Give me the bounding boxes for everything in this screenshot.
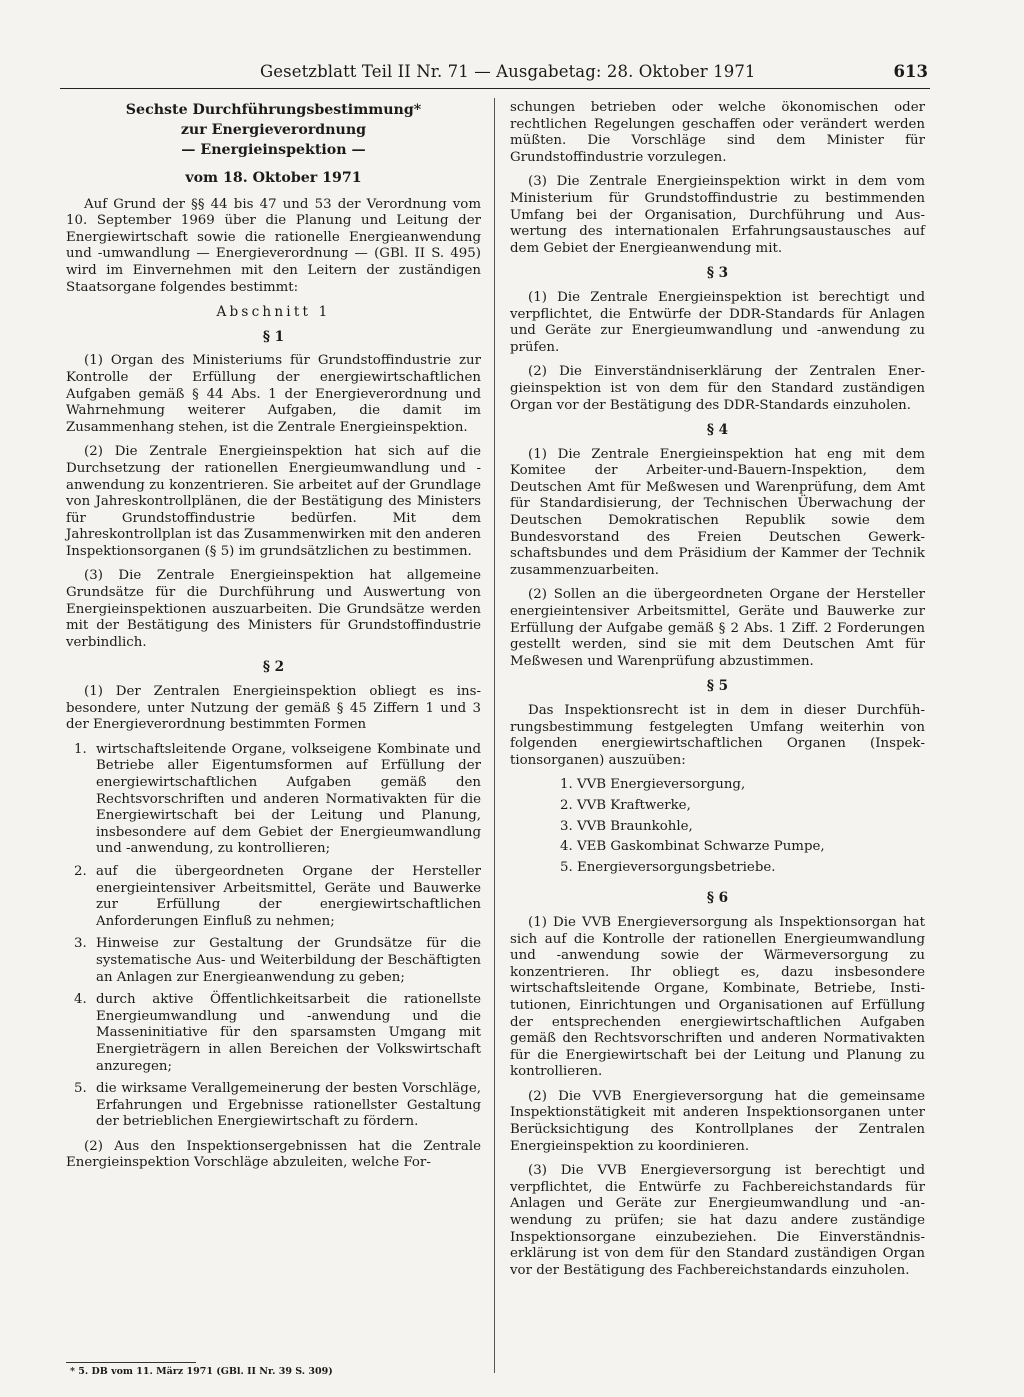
duties-list (66, 742, 481, 1131)
paragraph-2-2-continued: schungen betrieben oder welche ökonomischen oder rechtlichen Regelungen geschaffen oder verändert werden müßten. Die Vorschläge sind dem Minister für Grundstoffindustrie vorzulegen. (510, 100, 925, 165)
list-item: 1. VVB Energieversorgung, (560, 777, 746, 793)
paragraph-6-1: (1) Die VVB Energieversorgung als Inspektionsorgan hat sich auf die Kontrolle der rationellen Energieumwandlung und -anwendung sowie der Wärmeversorgung zu konzentrieren. Ihr obliegt es, dazu insbesondere wirtschaftsleitende Organe, Kombinate, Betriebe, Institutionen, Einrichtungen und Organisationen auf Erfüllung der entsprechenden energiewirtschaftlichen Aufgaben gemäß den Rechtsvorschriften und anderen Normativakten für die Energiewirtschaft bei der Leitung und Planung zu kontrollieren. (510, 914, 925, 1080)
paragraph-3-1: (1) Die Zentrale Energieinspektion ist berechtigt und verpflichtet, die Entwürfe der DDR-Standards für Anlagen und Geräte zur Energieumwandlung und -anwendung zu prüfen. (510, 289, 925, 355)
section-heading-2: § 2 (262, 659, 285, 676)
list-item: 4. VEB Gaskombinat Schwarze Pumpe, (560, 839, 825, 855)
list-item: 3. Hinweise zur Gestaltung der Grundsätze für die systematische Aus- und Weiterbildung der Beschäftigten an Anlagen zur Energieanwendung zu geben; (74, 936, 481, 985)
paragraph-6-2: (2) Die VVB Energieversorgung hat die gemeinsame Inspektionstätigkeit mit anderen Inspektionsorganen unter Berücksichtigung des Kontrollplanes der Zentralen Energieinspektion zu koordinieren. (510, 1088, 925, 1154)
list-item: 2. auf die übergeordneten Organe der Hersteller energieintensiver Arbeitsmittel, Geräte und Bauwerke zur Erfüllung der energiewirtschaftlichen Anforderungen Einfluß zu nehmen; (74, 863, 481, 929)
header-title: Gesetzblatt Teil II Nr. 71 — Ausgabetag: 28. Oktober 1971 (260, 62, 756, 81)
document-date: vom 18. Oktober 1971 (185, 170, 362, 186)
page-number: 613 (893, 62, 928, 81)
paragraph-4-2: (2) Sollen an die übergeordneten Organe der Hersteller energieintensiver Arbeitsmittel, Geräte und Bauwerke zur Erfüllung der Aufgabe gemäß § 2 Abs. 1 Ziff. 2 Forderungen gestellt werden, sind sie mit dem Deutschen Amt für Meßwesen und Warenprüfung abzustimmen. (510, 587, 925, 669)
section-heading-5: § 5 (706, 678, 729, 695)
preamble: Auf Grund der §§ 44 bis 47 und 53 der Verordnung vom 10. September 1969 über die Planung und Leitung der Energiewirtschaft sowie die rationelle Energieanwendung und -umwandlung — Energieverordnung — (GBl. II S. 495) wird im Einvernehmen mit den Leitern der zuständigen Staatsorgane folgendes bestimmt: (66, 196, 481, 295)
document-topic: — Energieinspektion — (181, 142, 366, 158)
paragraph-1-2: (2) Die Zentrale Energieinspektion hat sich auf die Durchsetzung der rationellen Energieumwandlung und -anwendung zu konzentrieren. Sie arbeitet auf der Grundlage von Jahreskontrollplänen, die der Bestätigung des Ministers für Grundstoffindustrie bedürfen. Mit dem Jahreskontrollplan ist das Zusammenwirken mit den anderen Inspektionsorganen (§ 5) im grundsätzlichen zu bestimmen. (66, 444, 481, 559)
paragraph-2-1: (1) Der Zentralen Energieinspektion obliegt es insbesondere, unter Nutzung der gemäß § 45 Ziffern 1 und 3 der Energieverordnung bestimmten Formen (66, 684, 481, 733)
section-heading-abschnitt-1: Abschnitt 1 (216, 304, 331, 321)
list-item: 4. durch aktive Öffentlichkeitsarbeit die rationellste Energieumwandlung und -anwendung und die Masseninitiative für den sparsamsten Umgang mit Energieträgern in allen Bereichen der Volkswirtschaft anzuregen; (74, 992, 481, 1074)
paragraph-3-2: (2) Die Einverständniserklärung der Zentralen Energieinspektion ist von dem für den Standard zuständigen Organ vor der Bestätigung des DDR-Standards einzuholen. (510, 364, 925, 413)
document-title: Sechste Durchführungsbestimmung* (125, 102, 422, 118)
list-item: 5. Energieversorgungsbetriebe. (560, 859, 776, 875)
paragraph-1-3: (3) Die Zentrale Energieinspektion hat allgemeine Grundsätze für die Durchführung und Auswertung von Energieinspektionen auszuarbeiten. Die Grundsätze werden mit der Bestätigung des Ministers für Grundstoffindustrie verbindlich. (66, 568, 481, 650)
inspection-organs-list (510, 777, 925, 876)
section-heading-3: § 3 (706, 265, 729, 282)
paragraph-1-1: (1) Organ des Ministeriums für Grundstoffindustrie zur Kontrolle der Erfüllung der energiewirtschaftlichen Aufgaben gemäß § 44 Abs. 1 der Energieverordnung und Wahrnehmung weiterer Aufgaben, die damit im Zusammenhang stehen, ist die Zentrale Energieinspektion. (66, 353, 481, 435)
list-item: 2. VVB Kraftwerke, (560, 797, 691, 813)
document-subtitle: zur Energieverordnung (180, 122, 367, 138)
list-item: 5. die wirksame Verallgemeinerung der besten Vorschläge, Erfahrungen und Ergebnisse rationellster Gestaltung der betrieblichen Energiewirtschaft zu fördern. (74, 1081, 481, 1130)
footnote-rule (66, 1362, 196, 1363)
list-item: 1. wirtschaftsleitende Organe, volkseigene Kombinate und Betriebe aller Eigentumsformen auf Erfüllung der energiewirtschaftlichen Aufgaben gemäß den Rechtsvorschriften und anderen Normativakten für die Energiewirtschaft bei der Leitung und Planung, insbesondere auf dem Gebiet der Energieumwandlung und -anwendung, zu kontrollieren; (74, 741, 481, 857)
column-divider (494, 98, 495, 1373)
page-header (60, 60, 930, 89)
paragraph-4-1: (1) Die Zentrale Energieinspektion hat eng mit dem Komitee der Arbeiter-und-Bauern-Inspektion, dem Deutschen Amt für Meßwesen und Warenprüfung, dem Amt für Standardisierung, der Technischen Überwachung der Deutschen Demokratischen Republik sowie dem Bundesvorstand des Freien Deutschen Gewerkschaftsbundes und dem Präsidium der Kammer der Technik zusammenzuarbeiten. (510, 446, 925, 578)
section-heading-4: § 4 (706, 422, 729, 439)
right-column (510, 100, 925, 1287)
footnote: * 5. DB vom 11. März 1971 (GBl. II Nr. 39 S. 309) (70, 1366, 333, 1377)
paragraph-5-1: Das Inspektionsrecht ist in dem in dieser Durchführungsbestimmung festgelegten Umfang weiterhin von folgenden energiewirtschaftlichen Organen (Inspektionsorganen) auszuüben: (510, 703, 925, 768)
section-heading-6: § 6 (706, 890, 729, 907)
section-heading-1: § 1 (262, 328, 285, 345)
paragraph-2-2: (2) Aus den Inspektionsergebnissen hat die Zentrale Energieinspektion Vorschläge abzuleiten, welche For- (66, 1138, 481, 1171)
paragraph-2-3: (3) Die Zentrale Energieinspektion wirkt in dem vom Ministerium für Grundstoffindustrie zu bestimmenden Umfang bei der Organisation, Durchführung und Auswertung des internationalen Erfahrungsaustausches auf dem Gebiet der Energieanwendung mit. (510, 174, 925, 256)
left-column (66, 100, 481, 1180)
list-item: 3. VVB Braunkohle, (560, 818, 693, 834)
paragraph-6-3: (3) Die VVB Energieversorgung ist berechtigt und verpflichtet, die Entwürfe zu Fachbereichstandards für Anlagen und Geräte zur Energieumwandlung und -anwendung zu prüfen; sie hat dazu andere zuständige Inspektionsorgane einzubeziehen. Die Einverständniserklärung ist von dem für den Standard zuständigen Organ vor der Bestätigung des Fachbereichstandards einzuholen. (510, 1163, 925, 1278)
